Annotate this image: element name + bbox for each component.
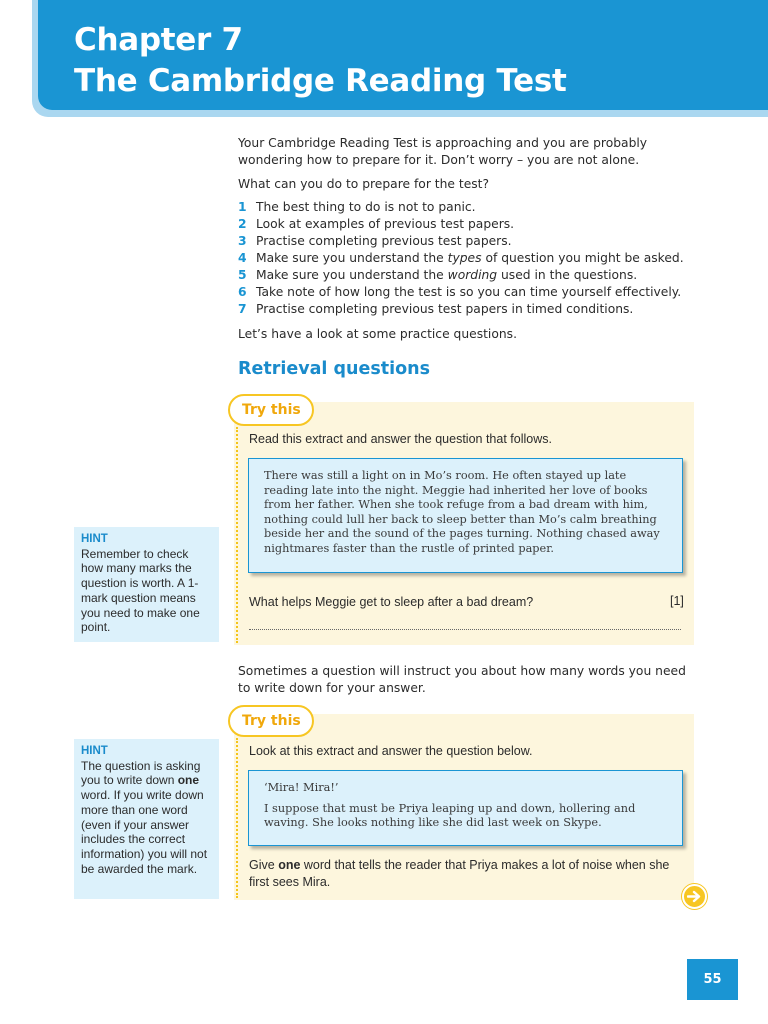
step-item: 6 Take note of how long the test is so you can time yourself effectively. (238, 285, 682, 299)
word-count-note: Sometimes a question will instruct you about how many words you need to write down for your answer. (238, 664, 686, 695)
question-2: Give one word that tells the reader that Priya makes a lot of noise when she first sees Mira. (249, 858, 670, 889)
marks-label: [1] (670, 594, 684, 608)
chapter-name: The Cambridge Reading Test (74, 63, 567, 99)
chapter-title (74, 20, 567, 102)
hint-label: HINT (81, 745, 108, 757)
arrow-right-circle-icon[interactable] (682, 884, 707, 909)
question-1: What helps Meggie get to sleep after a bad dream? (249, 595, 534, 609)
arrow-right-icon (687, 889, 702, 904)
intro-closing: Let’s have a look at some practice questions. (238, 327, 517, 341)
preparation-steps (238, 199, 708, 318)
step-item: 7 Practise completing previous test papers in timed conditions. (238, 302, 634, 316)
hint-text: The question is asking you to write down one word. If you write down more than one word (even if your answer includes the correct information) you will not be awarded the mark. (81, 758, 208, 876)
step-item: 4 Make sure you understand the types of question you might be asked. (238, 251, 684, 265)
intro-paragraph: Your Cambridge Reading Test is approaching and you are probably wondering how to prepare for it. Don’t worry – you are not alone. (238, 136, 648, 167)
hint-box-1 (74, 527, 219, 642)
hint-text: Remember to check how many marks the question is worth. A 1-mark question means you need to make one point. (81, 546, 200, 635)
extract-line-2: I suppose that must be Priya leaping up and down, hollering and waving. She looks nothing like she did last week on Skype. (264, 801, 636, 830)
step-item: 1 The best thing to do is not to panic. (238, 200, 476, 214)
answer-line[interactable] (249, 629, 681, 630)
extract-box-1 (248, 458, 683, 573)
intro-question: What can you do to prepare for the test? (238, 177, 490, 191)
page-number: 55 (687, 959, 738, 1000)
step-item: 2 Look at examples of previous test papers. (238, 217, 515, 231)
step-item: 3 Practise completing previous test papers. (238, 234, 512, 248)
try-this-tab-1: Try this (228, 394, 314, 426)
section-heading: Retrieval questions (238, 359, 431, 379)
hint-label: HINT (81, 533, 108, 545)
extract-line-1: ‘Mira! Mira!’ (264, 781, 339, 794)
hint-box-2 (74, 739, 219, 899)
panel-dotted-rule (236, 427, 238, 643)
extract-text-1: There was still a light on in Mo’s room. He often stayed up late reading late into the night. Meggie had inherited her love of books from her father. When she took refuge from a bad dream with him, nothing could lull her back to sleep better than Mo’s calm breathing beside her and the sound of the pages turning. Nothing chased away nightmares faster than the rustle of printed paper. (264, 469, 660, 555)
try-this-tab-2: Try this (228, 705, 314, 737)
chapter-number: Chapter 7 (74, 22, 243, 58)
extract-box-2 (248, 770, 683, 846)
instruction-1: Read this extract and answer the question that follows. (249, 432, 552, 446)
panel-dotted-rule (236, 738, 238, 898)
step-item: 5 Make sure you understand the wording used in the questions. (238, 268, 638, 282)
instruction-2: Look at this extract and answer the question below. (249, 744, 533, 758)
